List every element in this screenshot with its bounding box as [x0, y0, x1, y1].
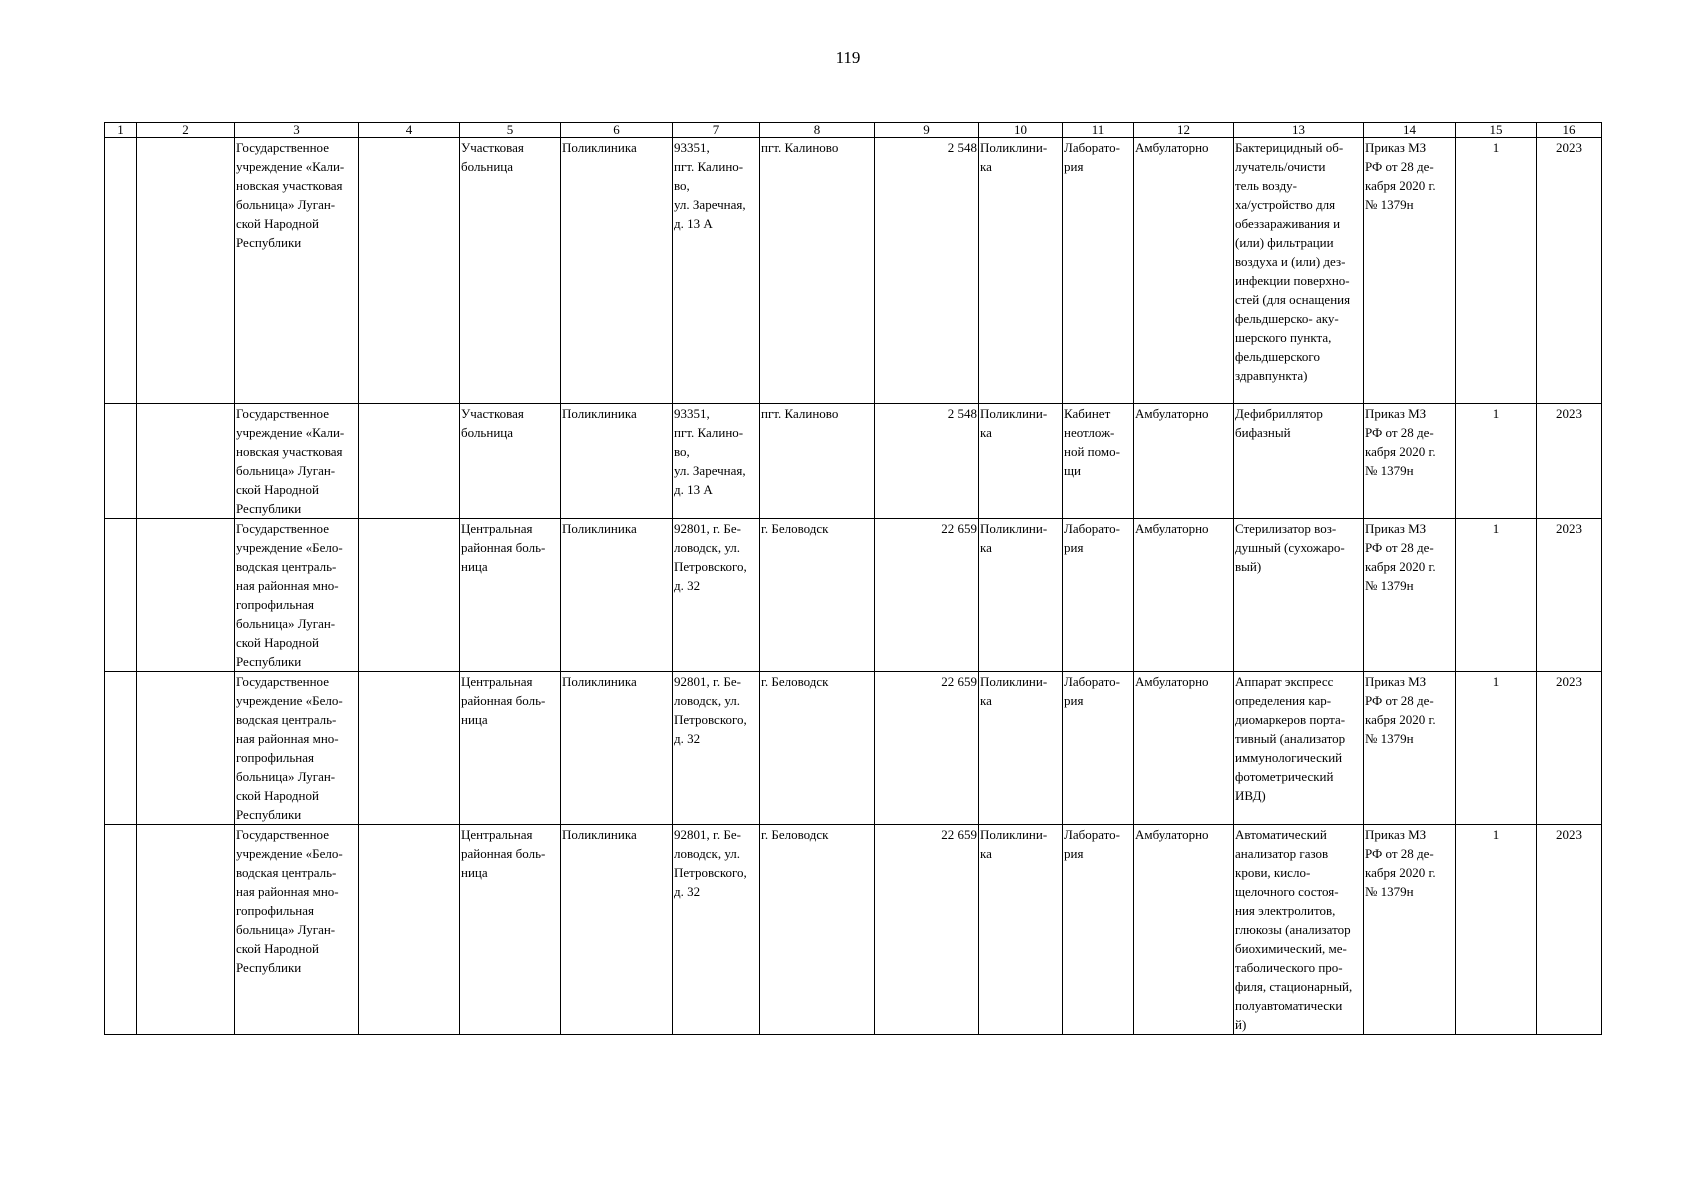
- table-header: [105, 123, 1602, 138]
- cell-col4: [359, 519, 460, 672]
- cell-address: 93351, пгт. Калино- во, ул. Заречная, д. 13 А: [673, 138, 760, 404]
- cell-order: Приказ МЗ РФ от 28 де- кабря 2020 г. № 1379н: [1364, 404, 1456, 519]
- cell-care-mode: Амбулаторно: [1134, 138, 1234, 404]
- cell-room: Лаборато- рия: [1063, 138, 1134, 404]
- cell-facility-type: Центральная районная боль- ница: [460, 672, 561, 825]
- table-row: [105, 825, 1602, 1035]
- cell-room: Лаборато- рия: [1063, 519, 1134, 672]
- cell-facility-type: Участковая больница: [460, 404, 561, 519]
- cell-locality: г. Беловодск: [760, 672, 875, 825]
- cell-quantity: 1: [1456, 404, 1537, 519]
- table-body: [105, 138, 1602, 1035]
- cell-address: 92801, г. Бе- ловодск, ул. Петровского, д. 32: [673, 672, 760, 825]
- cell-facility-type: Участковая больница: [460, 138, 561, 404]
- cell-col4: [359, 138, 460, 404]
- cell-address: 93351, пгт. Калино- во, ул. Заречная, д. 13 А: [673, 404, 760, 519]
- cell-division: Поликлини- ка: [979, 672, 1063, 825]
- cell-col1: [105, 519, 137, 672]
- cell-room: Кабинет неотлож- ной помо- щи: [1063, 404, 1134, 519]
- cell-col2: [137, 519, 235, 672]
- cell-quantity: 1: [1456, 519, 1537, 672]
- column-number: 10: [979, 123, 1063, 138]
- cell-division: Поликлини- ка: [979, 519, 1063, 672]
- cell-locality: пгт. Калиново: [760, 404, 875, 519]
- cell-care-mode: Амбулаторно: [1134, 825, 1234, 1035]
- cell-order: Приказ МЗ РФ от 28 де- кабря 2020 г. № 1379н: [1364, 672, 1456, 825]
- cell-equipment: Автоматический анализатор газов крови, кисло- щелочного состоя- ния электролитов, глюкозы (анализатор биохимический, ме- таболического про- филя, стационарный, полуавтоматически й): [1234, 825, 1364, 1035]
- cell-col2: [137, 672, 235, 825]
- cell-unit: Поликлиника: [561, 825, 673, 1035]
- cell-population: 2 548: [875, 138, 979, 404]
- cell-unit: Поликлиника: [561, 404, 673, 519]
- cell-division: Поликлини- ка: [979, 404, 1063, 519]
- cell-room: Лаборато- рия: [1063, 825, 1134, 1035]
- cell-organization: Государственное учреждение «Бело- водская централь- ная районная мно- гопрофильная больница» Луган- ской Народной Республики: [235, 825, 359, 1035]
- cell-col2: [137, 404, 235, 519]
- cell-order: Приказ МЗ РФ от 28 де- кабря 2020 г. № 1379н: [1364, 825, 1456, 1035]
- cell-year: 2023: [1537, 672, 1602, 825]
- table-row: [105, 519, 1602, 672]
- cell-organization: Государственное учреждение «Бело- водская централь- ная районная мно- гопрофильная больница» Луган- ской Народной Республики: [235, 519, 359, 672]
- column-number: 8: [760, 123, 875, 138]
- cell-col1: [105, 404, 137, 519]
- cell-organization: Государственное учреждение «Кали- новская участковая больница» Луган- ской Народной Республики: [235, 138, 359, 404]
- column-number: 5: [460, 123, 561, 138]
- column-number: 4: [359, 123, 460, 138]
- table-row: [105, 138, 1602, 404]
- cell-col4: [359, 404, 460, 519]
- column-number: 3: [235, 123, 359, 138]
- column-number: 6: [561, 123, 673, 138]
- cell-col4: [359, 825, 460, 1035]
- cell-year: 2023: [1537, 138, 1602, 404]
- cell-order: Приказ МЗ РФ от 28 де- кабря 2020 г. № 1379н: [1364, 519, 1456, 672]
- column-number: 12: [1134, 123, 1234, 138]
- cell-col2: [137, 825, 235, 1035]
- cell-care-mode: Амбулаторно: [1134, 672, 1234, 825]
- cell-division: Поликлини- ка: [979, 825, 1063, 1035]
- cell-unit: Поликлиника: [561, 138, 673, 404]
- cell-equipment: Бактерицидный об- лучатель/очисти тель возду- ха/устройство для обеззараживания и (или) фильтрации воздуха и (или) дез- инфекции поверхно- стей (для оснащения фельдшерско- аку- шерского пункта, фельдшерского здравпункта): [1234, 138, 1364, 404]
- cell-population: 22 659: [875, 519, 979, 672]
- column-number: 7: [673, 123, 760, 138]
- cell-col1: [105, 672, 137, 825]
- cell-unit: Поликлиника: [561, 519, 673, 672]
- column-number: 9: [875, 123, 979, 138]
- cell-quantity: 1: [1456, 672, 1537, 825]
- cell-room: Лаборато- рия: [1063, 672, 1134, 825]
- cell-population: 22 659: [875, 825, 979, 1035]
- cell-organization: Государственное учреждение «Кали- новская участковая больница» Луган- ской Народной Республики: [235, 404, 359, 519]
- cell-col1: [105, 138, 137, 404]
- column-number: 16: [1537, 123, 1602, 138]
- cell-col1: [105, 825, 137, 1035]
- column-number: 13: [1234, 123, 1364, 138]
- cell-facility-type: Центральная районная боль- ница: [460, 519, 561, 672]
- cell-equipment: Стерилизатор воз- душный (сухожаро- вый): [1234, 519, 1364, 672]
- table-row: [105, 672, 1602, 825]
- column-number-row: [105, 123, 1602, 138]
- column-number: 1: [105, 123, 137, 138]
- column-number: 2: [137, 123, 235, 138]
- cell-col4: [359, 672, 460, 825]
- column-number: 14: [1364, 123, 1456, 138]
- cell-facility-type: Центральная районная боль- ница: [460, 825, 561, 1035]
- page-number: 119: [835, 48, 861, 67]
- cell-population: 2 548: [875, 404, 979, 519]
- cell-col2: [137, 138, 235, 404]
- equipment-table: [104, 122, 1602, 1035]
- cell-organization: Государственное учреждение «Бело- водская централь- ная районная мно- гопрофильная больница» Луган- ской Народной Республики: [235, 672, 359, 825]
- column-number: 11: [1063, 123, 1134, 138]
- cell-care-mode: Амбулаторно: [1134, 404, 1234, 519]
- cell-year: 2023: [1537, 404, 1602, 519]
- cell-locality: пгт. Калиново: [760, 138, 875, 404]
- cell-quantity: 1: [1456, 138, 1537, 404]
- cell-year: 2023: [1537, 825, 1602, 1035]
- cell-equipment: Аппарат экспресс определения кар- диомаркеров порта- тивный (анализатор иммунологический фотометрический ИВД): [1234, 672, 1364, 825]
- cell-locality: г. Беловодск: [760, 825, 875, 1035]
- cell-unit: Поликлиника: [561, 672, 673, 825]
- cell-division: Поликлини- ка: [979, 138, 1063, 404]
- cell-care-mode: Амбулаторно: [1134, 519, 1234, 672]
- cell-equipment: Дефибриллятор бифазный: [1234, 404, 1364, 519]
- cell-order: Приказ МЗ РФ от 28 де- кабря 2020 г. № 1379н: [1364, 138, 1456, 404]
- column-number: 15: [1456, 123, 1537, 138]
- cell-address: 92801, г. Бе- ловодск, ул. Петровского, д. 32: [673, 825, 760, 1035]
- cell-year: 2023: [1537, 519, 1602, 672]
- cell-population: 22 659: [875, 672, 979, 825]
- table-row: [105, 404, 1602, 519]
- cell-locality: г. Беловодск: [760, 519, 875, 672]
- cell-address: 92801, г. Бе- ловодск, ул. Петровского, д. 32: [673, 519, 760, 672]
- cell-quantity: 1: [1456, 825, 1537, 1035]
